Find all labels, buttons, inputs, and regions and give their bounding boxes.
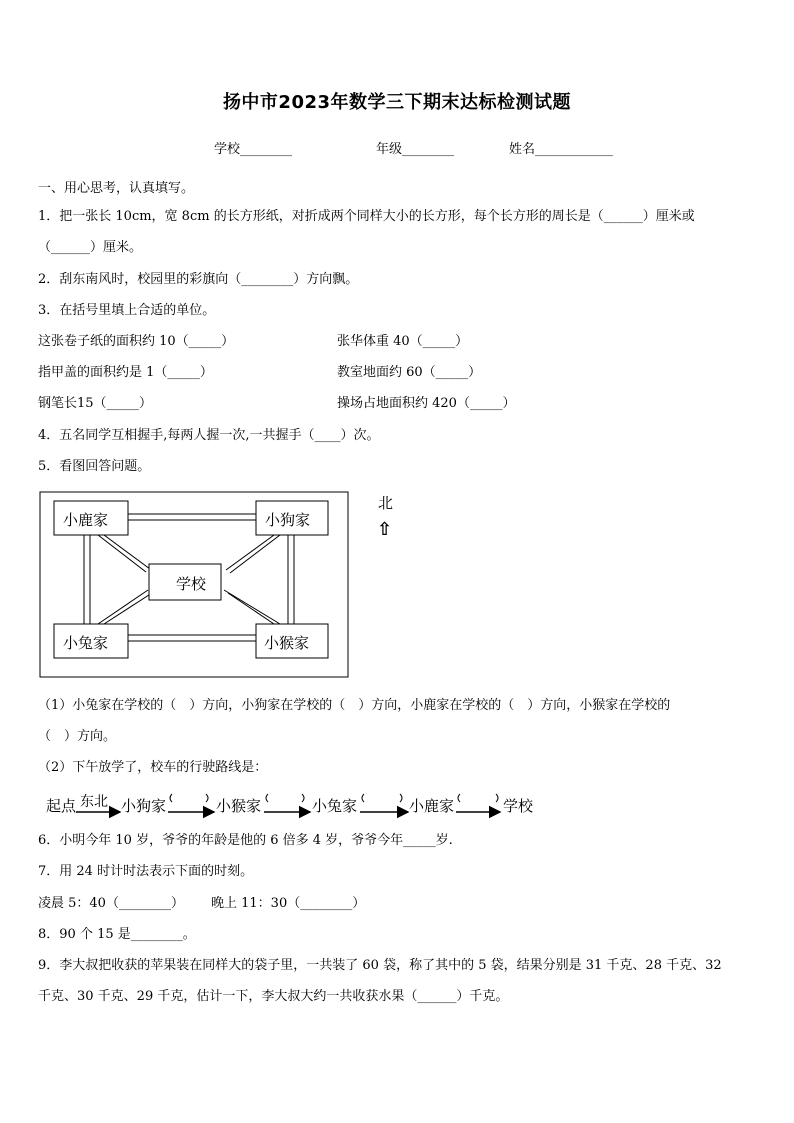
school-label: 学校 <box>176 575 207 593</box>
question-2: 2．刮东南风时，校园里的彩旗向（________）方向飘。 <box>38 272 359 287</box>
question-9-line-1: 9．李大叔把收获的苹果装在同样大的袋子里，一共装了 60 袋，称了其中的 5 袋，结果分别是 31 千克、28 千克、32 <box>38 958 722 973</box>
rabbit-house-label: 小兔家 <box>63 634 109 652</box>
dog-house-label: 小狗家 <box>265 511 311 529</box>
q3-item: 操场占地面积约 420（_____） <box>337 396 516 411</box>
q3-item: 教室地面约 60（_____） <box>337 365 482 380</box>
road-line <box>230 535 280 573</box>
road-line <box>98 590 148 624</box>
north-label: 北 <box>378 494 394 512</box>
q3-item: 张华体重 40（_____） <box>337 334 469 349</box>
road-line <box>224 590 280 624</box>
q3-item: 指甲盖的面积约是 1（_____） <box>38 365 213 380</box>
question-5-2: （2）下午放学了，校车的行驶路线是： <box>38 760 268 775</box>
q3-item: 这张卷子纸的面积约 10（_____） <box>38 334 235 349</box>
school-field: 学校________ <box>214 142 293 157</box>
question-7-a: 凌晨 5：40（________） <box>38 896 184 911</box>
route-stop-rabbit: 小兔家 <box>312 797 358 815</box>
blank-parens <box>458 794 498 802</box>
grade-field: 年级________ <box>376 142 455 157</box>
route-stop-deer: 小鹿家 <box>409 797 455 815</box>
blank-parens <box>266 794 304 802</box>
question-5: 5．看图回答问题。 <box>38 459 151 474</box>
question-7-b: 晚上 11：30（________） <box>211 896 366 911</box>
road-line <box>104 535 150 569</box>
question-5-1-line-1: （1）小兔家在学校的（ ）方向，小狗家在学校的（ ）方向，小鹿家在学校的（ ）方向，小猴家在学校的 <box>38 698 671 713</box>
route-end-school: 学校 <box>503 797 534 815</box>
blank-parens <box>170 794 208 802</box>
road-line <box>98 535 146 572</box>
route-direction-1: 东北 <box>80 794 108 810</box>
route-arrows <box>44 790 544 822</box>
question-8: 8．90 个 15 是________。 <box>38 927 196 942</box>
route-stop-dog: 小狗家 <box>121 797 167 815</box>
road-line <box>226 535 274 570</box>
name-field: 姓名____________ <box>509 142 614 157</box>
route-stop-monkey: 小猴家 <box>216 797 262 815</box>
question-4: 4．五名同学互相握手,每两人握一次,一共握手（____）次。 <box>38 428 380 443</box>
road-line <box>104 593 152 624</box>
monkey-house-label: 小猴家 <box>264 634 310 652</box>
deer-house-label: 小鹿家 <box>63 511 109 529</box>
blank-parens <box>362 794 402 802</box>
question-6: 6．小明今年 10 岁，爷爷的年龄是他的 6 倍多 4 岁，爷爷今年_____岁. <box>38 833 453 848</box>
question-1-line-2: （______）厘米。 <box>38 240 143 255</box>
question-5-1-line-2: （ ）方向。 <box>38 729 117 744</box>
north-arrow-icon: ⇧ <box>377 519 393 540</box>
question-3: 3．在括号里填上合适的单位。 <box>38 303 216 318</box>
road-line <box>228 593 274 624</box>
question-1-line-1: 1．把一张长 10cm，宽 8cm 的长方形纸，对折成两个同样大小的长方形，每个长方形的周长是（______）厘米或 <box>38 209 695 224</box>
page-title: 扬中市2023年数学三下期末达标检测试题 <box>222 92 572 113</box>
q3-item: 钢笔长15（_____） <box>38 396 153 411</box>
question-7: 7．用 24 时计时法表示下面的时刻。 <box>38 864 254 879</box>
route-start: 起点 <box>46 797 77 815</box>
section-heading: 一、用心思考，认真填写。 <box>38 181 195 196</box>
question-9-line-2: 千克、30 千克、29 千克，估计一下，李大叔大约一共收获水果（______）千克。 <box>38 989 509 1004</box>
